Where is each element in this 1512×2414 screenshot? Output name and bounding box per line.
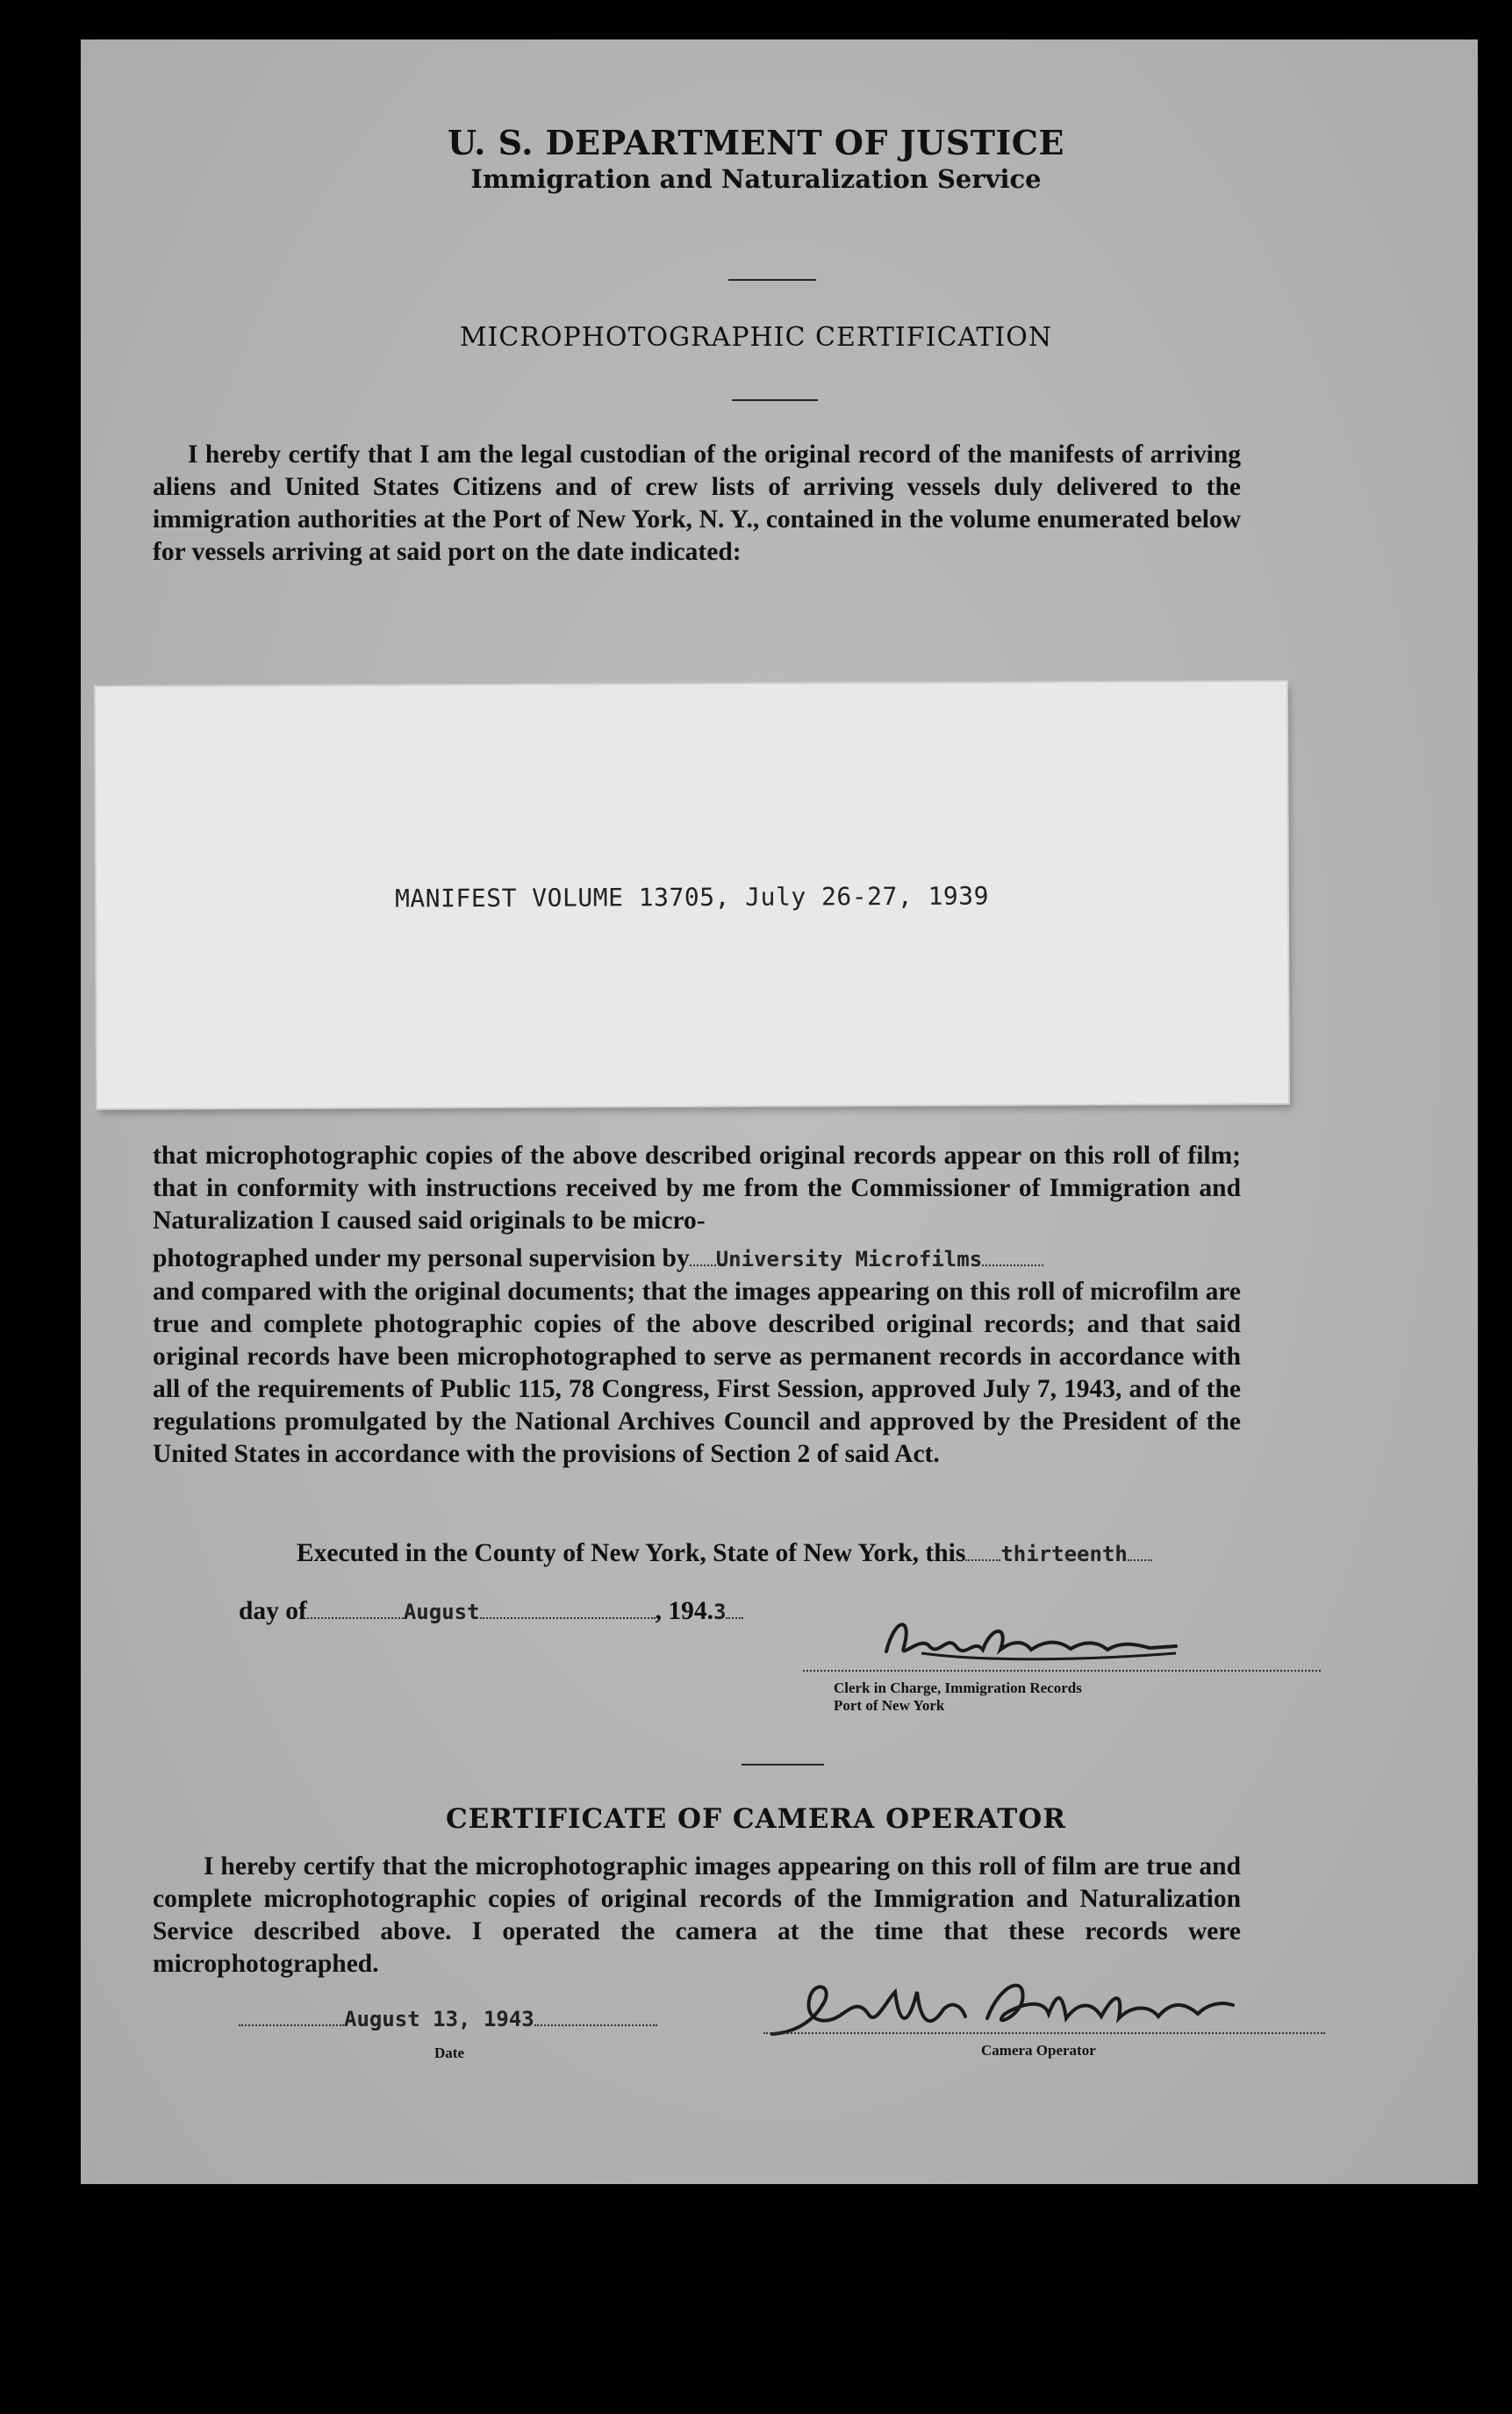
section-divider (742, 1764, 824, 1766)
executed-line: Executed in the County of New York, State of New York, this thirteenth (297, 1539, 1152, 1568)
clerk-signature-line (803, 1670, 1321, 1672)
certification-title: MICROPHOTOGRAPHIC CERTIFICATION (459, 322, 1053, 353)
month-line: day of August , 194.3 (239, 1597, 743, 1626)
body-paragraph: that microphotographic copies of the above described original records appear on this roll of film; that in conformity with instructions received by me from the Commissioner of Immigration and Naturalization I caused said originals to be micro- photographed under my personal supervision by University Microfilms and compared with the original documents; that the images appearing on this roll of microfilm are true and complete photographic copies of the above described original records; and that said original records have been microphotographed to serve as permanent records in accordance with all of the requirements of Public 115, 78 Congress, First Session, approved July 7, 1943, and of the regulations promulgated by the National Archives Council and approved by the President of the United States in accordance with the provisions of Section 2 of said Act. (153, 1142, 1241, 1468)
operator-signature-line (763, 2032, 1325, 2034)
camera-paragraph: I hereby certify that the microphotographic images appearing on this roll of film are true and complete microphotographic copies of original records of the Immigration and Naturalization Service described above. I operated the camera at the time that these records were microphotographed. (153, 1852, 1241, 1978)
date-value: August 13, 1943 (344, 2007, 534, 2031)
supervision-line: photographed under my personal supervision by University Microfilms (153, 1243, 1241, 1276)
intro-paragraph: I hereby certify that I am the legal custodian of the original record of the manifests of arriving aliens and United States Citizens and of crew lists of arriving vessels duly delivered to the immigration authorities at the Port of New York, N. Y., contained in the volume enumerated below for vessels arriving at said port on the date indicated: (153, 441, 1241, 566)
supervisor-name: University Microfilms (715, 1247, 983, 1271)
clerk-title: Clerk in Charge, Immigration Records Port of New York (834, 1680, 1082, 1714)
camera-operator-signature (763, 1966, 1272, 2053)
year-digit: 3 (713, 1600, 727, 1624)
title-divider (732, 399, 818, 401)
manifest-volume-text: MANIFEST VOLUME 13705, July 26-27, 1939 (394, 881, 990, 913)
camera-certificate-title: CERTIFICATE OF CAMERA OPERATOR (445, 1803, 1067, 1835)
day-ordinal: thirteenth (1000, 1542, 1128, 1566)
department-heading: U. S. DEPARTMENT OF JUSTICE (448, 123, 1064, 162)
date-line (239, 2004, 657, 2033)
manifest-slip (96, 682, 1288, 1108)
service-heading: Immigration and Naturalization Service (470, 164, 1042, 194)
clerk-signature (869, 1608, 1202, 1678)
month-value: August (403, 1600, 480, 1624)
operator-label: Camera Operator (981, 2042, 1096, 2059)
date-label: Date (434, 2045, 464, 2061)
header-divider (728, 279, 816, 281)
